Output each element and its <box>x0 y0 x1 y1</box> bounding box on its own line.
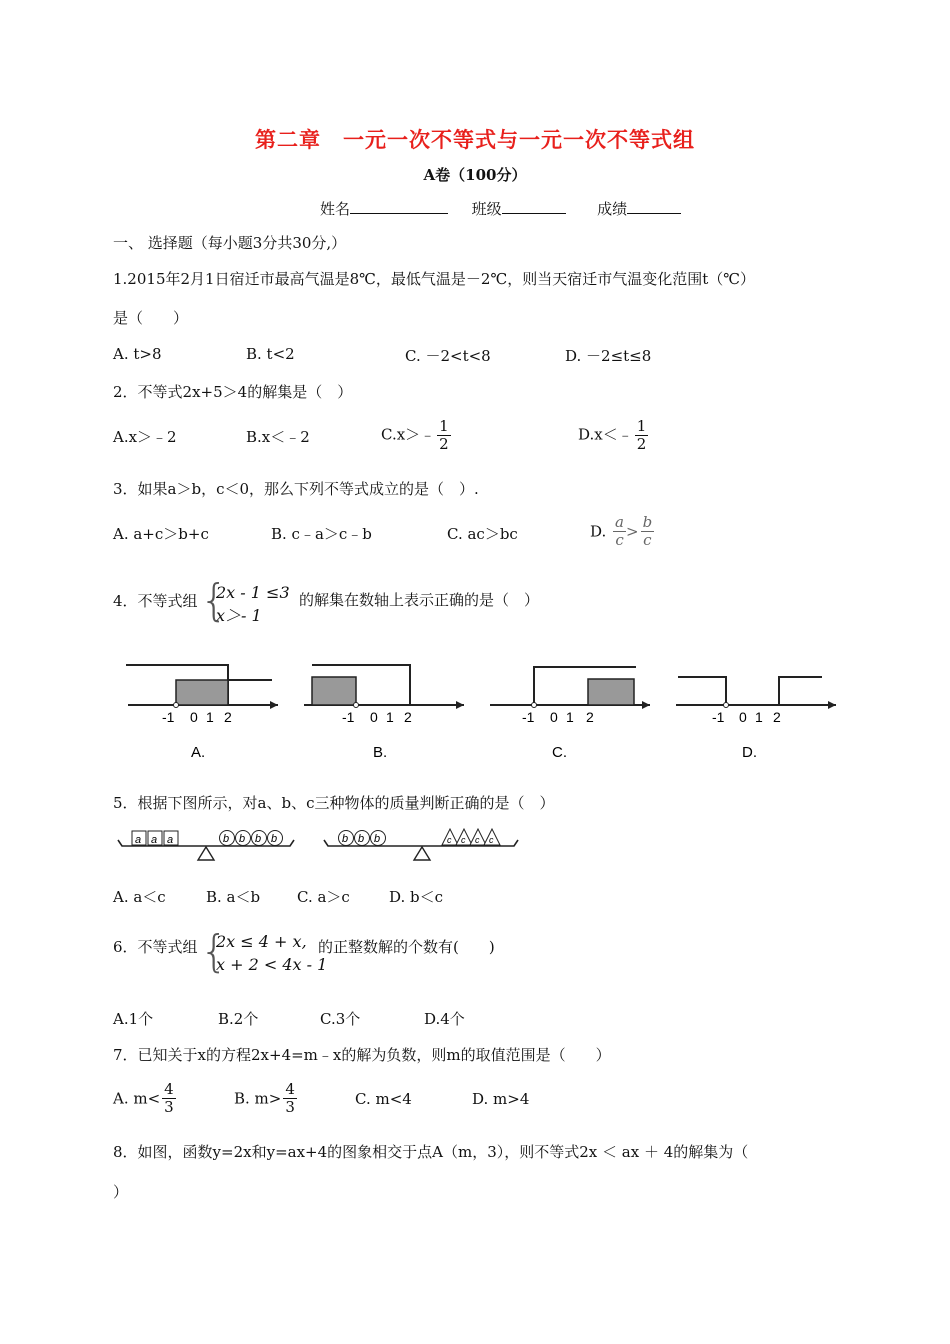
q6-stem-suffix: 的正整数解的个数有( ) <box>318 938 495 956</box>
tick-label: 0 <box>550 709 558 725</box>
object-label-a: a <box>167 834 174 846</box>
left-brace-icon: { <box>200 926 228 977</box>
figure-label: B. <box>373 744 388 761</box>
q7-option-b[interactable] <box>234 1081 297 1116</box>
q3-option-b[interactable]: B. c﹣a＞c﹣b <box>271 525 372 543</box>
object-label-b: b <box>342 833 349 845</box>
q2-option-b[interactable]: B.x＜﹣2 <box>246 428 310 446</box>
tick-label: 2 <box>224 709 232 725</box>
q5-option-b[interactable]: B. a＜b <box>206 888 261 906</box>
fraction-denominator: 3 <box>285 1098 295 1116</box>
info-line <box>320 198 681 219</box>
figure-label: C. <box>552 744 567 761</box>
tick-label: 0 <box>739 709 747 725</box>
q7-option-a[interactable] <box>113 1081 176 1116</box>
q4-figure-c[interactable] <box>490 667 650 761</box>
q2-option-c[interactable] <box>381 418 451 453</box>
class-field[interactable] <box>502 199 566 214</box>
fraction-numerator: 4 <box>164 1080 174 1098</box>
tick-label: 1 <box>386 709 394 725</box>
tick-label: -1 <box>522 709 535 725</box>
q3-option-d-label: D. <box>590 522 607 541</box>
tick-label: 1 <box>566 709 574 725</box>
q7-stem: 7．已知关于x的方程2x+4=m﹣x的解为负数，则m的取值范围是（ ） <box>113 1046 611 1064</box>
q4-stem-suffix: 的解集在数轴上表示正确的是（ ） <box>299 591 540 609</box>
q2-option-d[interactable] <box>578 418 648 453</box>
object-label-b: b <box>239 833 246 845</box>
fraction-denominator: 2 <box>636 435 647 453</box>
tick-label: -1 <box>712 709 725 725</box>
q8-stem-line1: 8．如图，函数y=2x和y=ax+4的图象相交于点A（m，3），则不等式2x ＜ ax ＋ 4的解集为（ <box>113 1143 749 1161</box>
q1-stem-line2: 是（ ） <box>113 309 189 327</box>
q5-option-c[interactable]: C. a＞c <box>297 888 350 906</box>
fraction-denominator: 3 <box>164 1098 174 1116</box>
q5-stem: 5．根据下图所示，对a、b、c三种物体的质量判断正确的是（ ） <box>113 794 555 812</box>
q4-figure-d[interactable] <box>676 677 836 761</box>
q4-stem-prefix: 4．不等式组 <box>113 592 198 610</box>
q4-system-line2: x＞- 1 <box>216 606 262 625</box>
fraction <box>162 1081 176 1116</box>
q7-option-b-text: B. m> <box>234 1089 282 1108</box>
q7-option-a-text: A. m< <box>113 1089 161 1108</box>
class-label: 班级 <box>471 200 502 218</box>
left-brace-icon: { <box>200 575 228 626</box>
q6-system-line2: x + 2 < 4x - 1 <box>216 955 328 974</box>
q2-option-c-text: C.x＞﹣ <box>381 425 436 444</box>
fraction <box>635 418 649 453</box>
fraction <box>437 418 451 453</box>
q1-stem-line1: 1.2015年2月1日宿迁市最高气温是8℃，最低气温是－2℃，则当天宿迁市气温变化范围t（℃） <box>113 270 756 288</box>
fraction <box>641 514 655 549</box>
object-label-a: a <box>151 834 158 846</box>
q3-stem: 3．如果a＞b，c＜0，那么下列不等式成立的是（ ）. <box>113 480 479 498</box>
object-label-c: c <box>489 835 494 845</box>
tick-label: 1 <box>755 709 763 725</box>
page-subtitle: A卷（100分） <box>423 166 527 184</box>
tick-label: -1 <box>342 709 355 725</box>
score-field[interactable] <box>627 199 681 214</box>
q2-stem: 2．不等式2x+5＞4的解集是（ ） <box>113 383 353 401</box>
tick-label: 0 <box>370 709 378 725</box>
balance-scale-1 <box>118 831 294 861</box>
q4-number-line-figures <box>118 655 848 765</box>
q7-option-d[interactable]: D. m>4 <box>472 1090 530 1108</box>
q5-balance-figure <box>110 820 530 870</box>
q2-option-d-text: D.x＜﹣ <box>578 425 633 444</box>
q6-option-c[interactable]: C.3个 <box>320 1010 361 1028</box>
q5-option-d[interactable]: D. b＜c <box>389 888 444 906</box>
q3-option-d[interactable] <box>590 514 654 549</box>
q6-system <box>216 930 327 976</box>
q6-option-a[interactable]: A.1个 <box>113 1010 154 1028</box>
q4-system <box>216 581 290 627</box>
fraction-denominator: c <box>615 531 624 549</box>
q2-option-a[interactable]: A.x＞﹣2 <box>113 428 177 446</box>
figure-label: D. <box>742 744 757 761</box>
object-label-b: b <box>255 833 262 845</box>
fraction-denominator: 2 <box>439 435 449 453</box>
q3-option-d-operator: > <box>626 522 639 541</box>
fraction-numerator: b <box>642 513 653 531</box>
q7-option-c[interactable]: C. m<4 <box>355 1090 412 1108</box>
q1-option-d[interactable]: D. －2≤t≤8 <box>565 347 652 365</box>
q5-option-a[interactable]: A. a＜c <box>113 888 166 906</box>
fraction-numerator: a <box>615 513 624 531</box>
q3-option-a[interactable]: A. a+c＞b+c <box>113 525 209 543</box>
page-title: 第二章 一元一次不等式与一元一次不等式组 <box>255 127 695 152</box>
tick-label: 1 <box>206 709 214 725</box>
fraction-numerator: 1 <box>636 417 647 435</box>
object-label-c: c <box>475 835 480 845</box>
object-label-a: a <box>135 834 142 846</box>
name-label: 姓名 <box>320 200 351 218</box>
q8-stem-line2: ） <box>113 1183 129 1201</box>
fraction-denominator: c <box>643 531 652 549</box>
object-label-b: b <box>358 833 365 845</box>
object-label-b: b <box>271 833 278 845</box>
object-label-b: b <box>374 833 381 845</box>
fraction-numerator: 1 <box>439 417 449 435</box>
fraction <box>613 514 626 549</box>
q1-option-c[interactable]: C. －2<t<8 <box>405 347 491 365</box>
fraction <box>283 1081 297 1116</box>
q6-system-line1: 2x ≤ 4 + x, <box>216 932 307 951</box>
q4-system-line1: 2x - 1 ≤3 <box>216 583 290 602</box>
figure-label: A. <box>191 744 206 761</box>
tick-label: 0 <box>190 709 198 725</box>
tick-label: 2 <box>586 709 594 725</box>
object-label-c: c <box>461 835 466 845</box>
section-heading: 一、 选择题（每小题3分共30分,） <box>113 234 347 252</box>
object-label-c: c <box>447 835 452 845</box>
balance-scale-2 <box>324 829 518 860</box>
score-label: 成绩 <box>597 200 628 218</box>
object-label-b: b <box>223 833 230 845</box>
q4-figure-b[interactable] <box>304 665 464 761</box>
tick-label: 2 <box>773 709 781 725</box>
q6-stem-prefix: 6．不等式组 <box>113 938 198 956</box>
q1-option-a[interactable]: A. t>8 <box>113 345 162 363</box>
tick-label: 2 <box>404 709 412 725</box>
tick-label: -1 <box>162 709 175 725</box>
fraction-numerator: 4 <box>285 1080 295 1098</box>
q4-figure-a[interactable] <box>126 665 278 761</box>
q3-option-c[interactable]: C. ac＞bc <box>447 525 518 543</box>
q6-option-d[interactable]: D.4个 <box>424 1010 465 1028</box>
q1-option-b[interactable]: B. t<2 <box>246 345 295 363</box>
q6-option-b[interactable]: B.2个 <box>218 1010 259 1028</box>
name-field[interactable] <box>350 199 448 214</box>
